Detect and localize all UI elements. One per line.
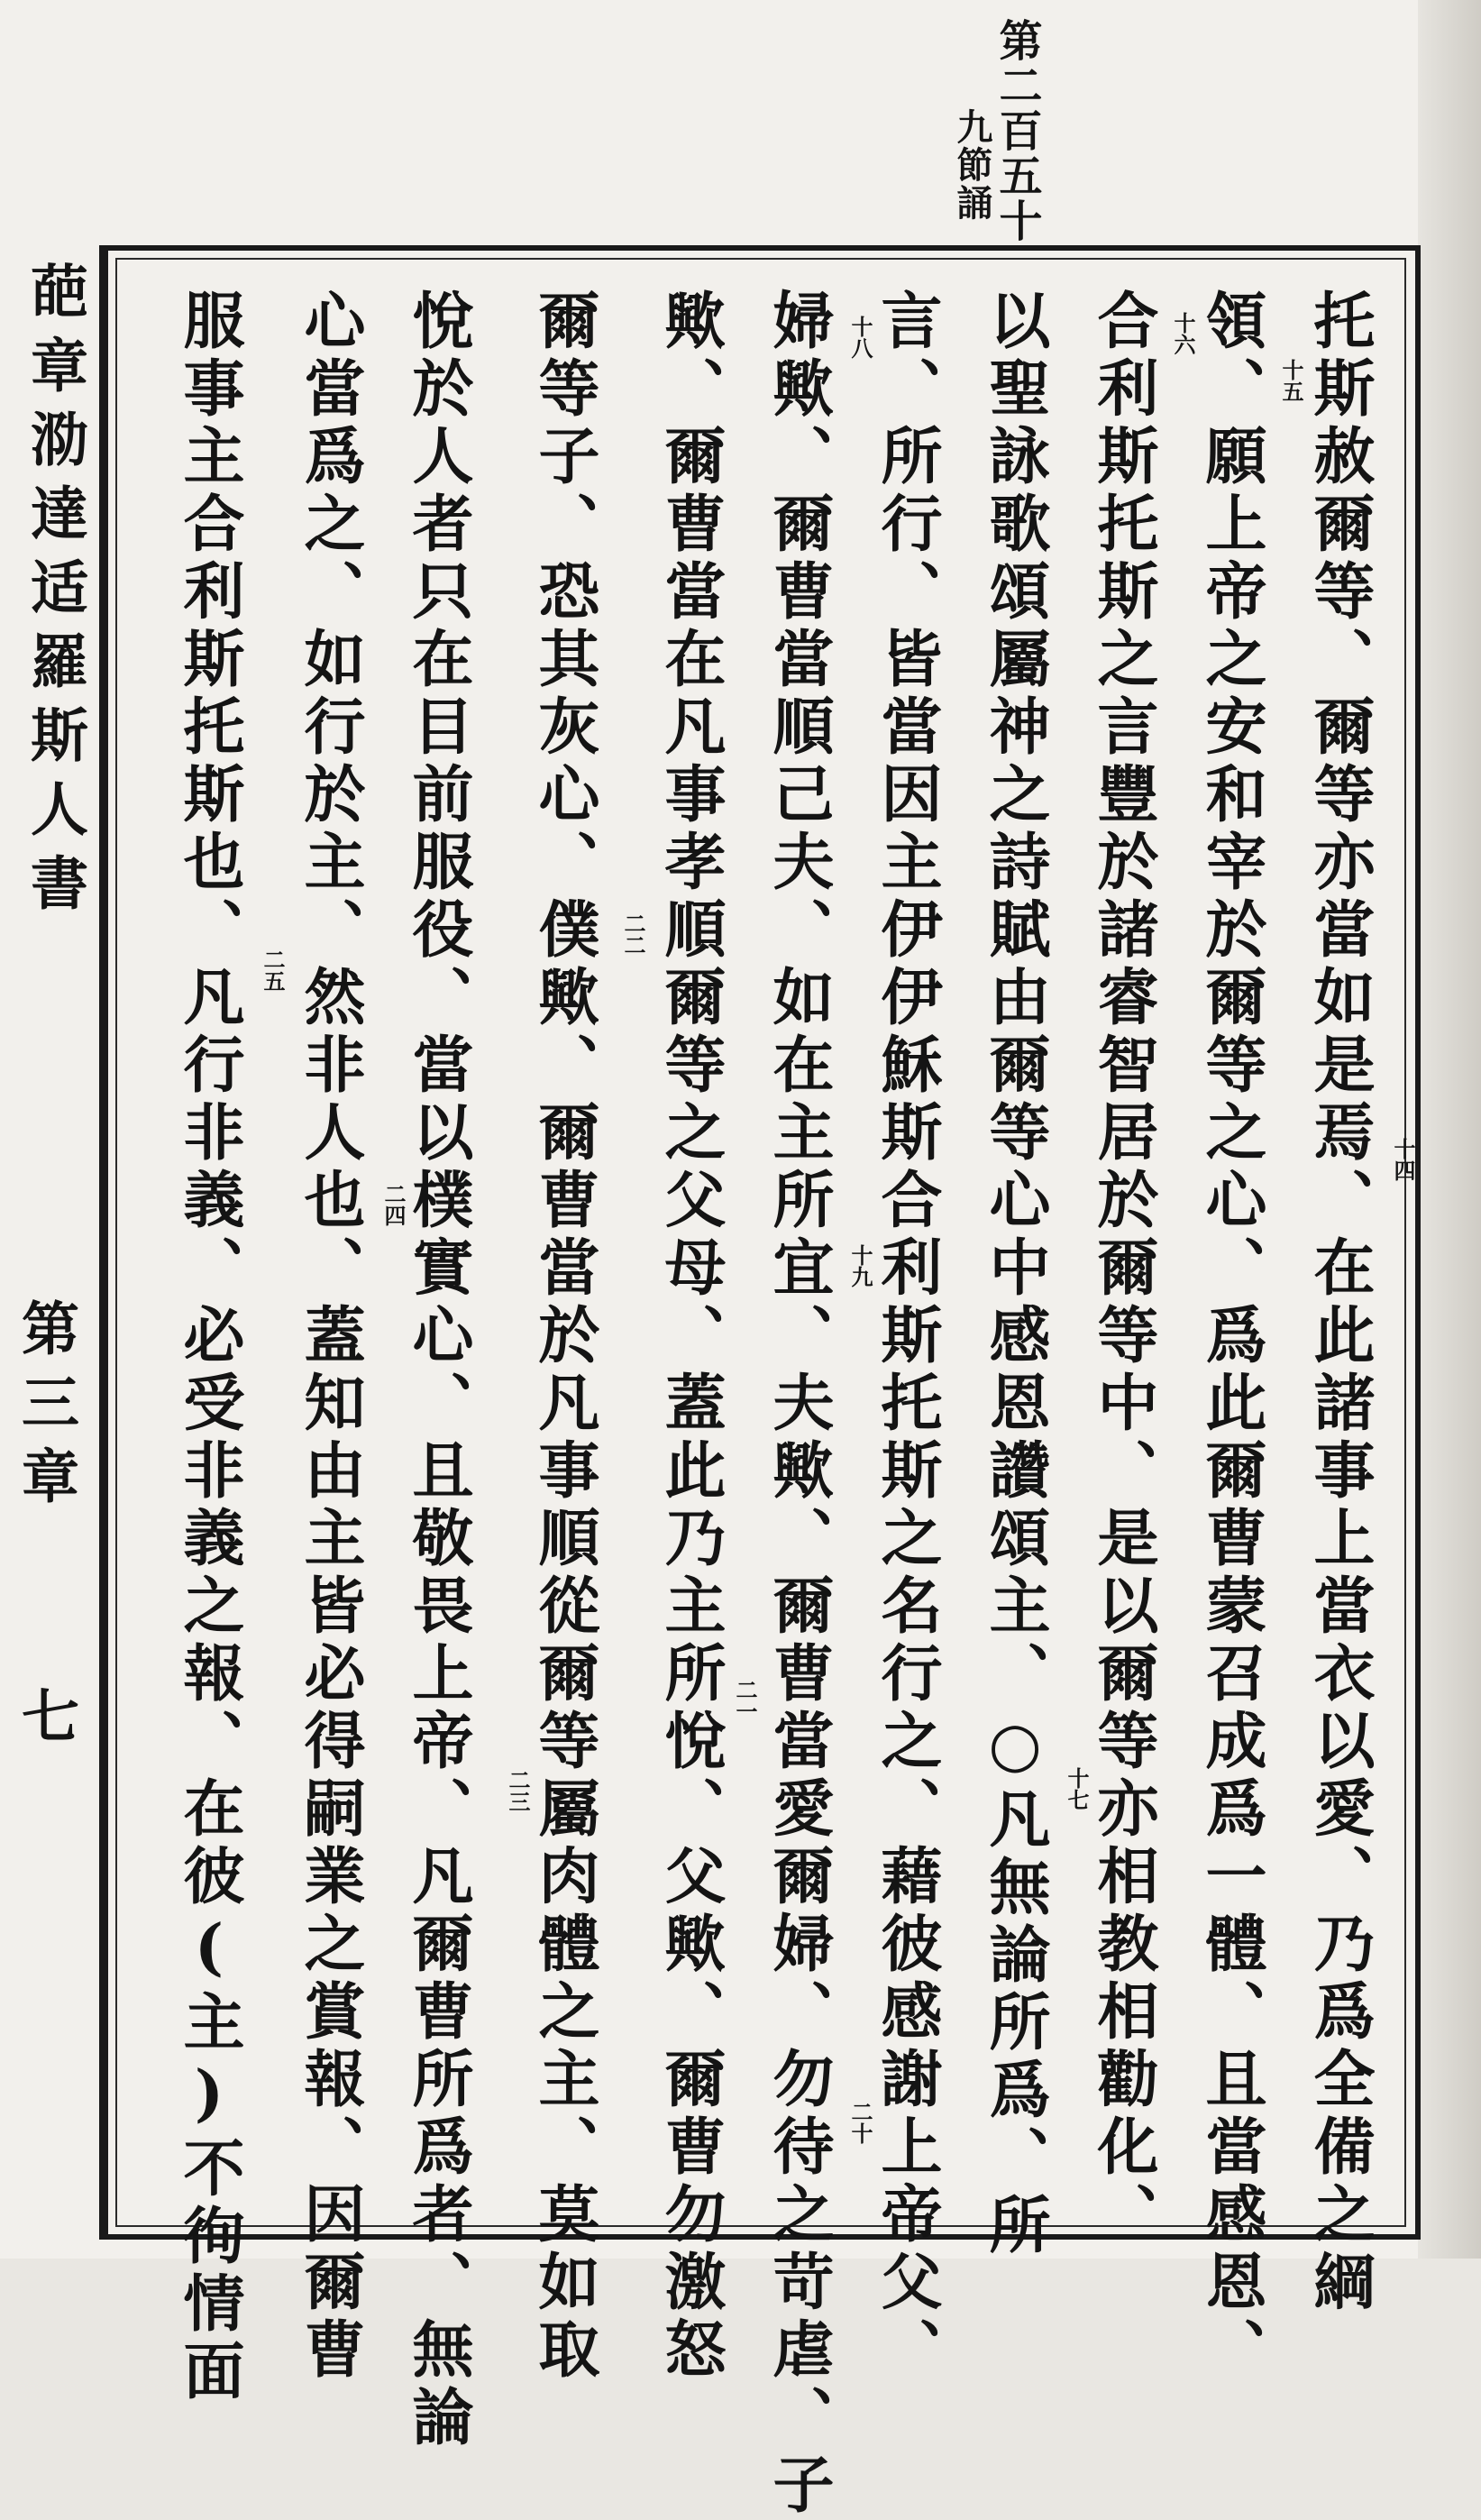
verse-number: 十六 bbox=[1170, 312, 1196, 355]
verse-number: 二五 bbox=[260, 948, 286, 992]
verse-number: 二二 bbox=[620, 912, 646, 956]
verse-number: 十七 bbox=[1064, 1767, 1090, 1810]
text-column-9: 悅於人者只在目前服役、當以樸實心、且敬畏上帝、凡爾曹所爲者、無論 bbox=[402, 289, 474, 2452]
chapter-label: 第三章 bbox=[12, 1298, 79, 1520]
hymn-header bbox=[951, 18, 1042, 243]
verse-number: 十四 bbox=[1390, 1138, 1416, 1181]
text-column-5: 言、所行、皆當因主伊伊穌斯合利斯托斯之名行之、藉彼感謝上帝父、 bbox=[871, 289, 943, 2385]
text-column-2: 領、願上帝之安和宰於爾等之心、爲此爾曹蒙召成爲一體、且當感恩、 bbox=[1195, 289, 1267, 2385]
verse-number: 十五 bbox=[1278, 359, 1304, 402]
page-number: 七 bbox=[12, 1686, 79, 1760]
text-column-7: 歟、爾曹當在凡事孝順爾等之父母、蓋此乃主所悅、父歟、爾曹勿激怒 bbox=[654, 289, 727, 2385]
text-column-3: 合利斯托斯之言豐於諸睿智居於爾等中、是以爾等亦相教相勸化、 bbox=[1087, 289, 1159, 2250]
text-column-8: 爾等子、恐其灰心、僕歟、爾曹當於凡事順從爾等屬肉體之主、莫如取 bbox=[528, 289, 600, 2385]
text-column-1: 托斯赦爾等、爾等亦當如是焉、在此諸事上當衣以愛、乃爲全備之綱 bbox=[1303, 289, 1376, 2317]
book-title: 葩章泐達适羅斯人書 bbox=[21, 261, 88, 927]
page-edge-shadow bbox=[1418, 0, 1481, 2259]
verse-number: 二一 bbox=[732, 1679, 758, 1722]
verse-number: 二四 bbox=[380, 1183, 407, 1226]
verse-number: 二十 bbox=[847, 2101, 873, 2144]
verse-number: 十八 bbox=[847, 316, 873, 359]
text-column-11: 服事主合利斯托斯也、凡行非義、必受非義之報、在彼(主)不徇情面 bbox=[173, 289, 245, 2406]
verse-number: 十九 bbox=[847, 1244, 873, 1287]
hymn-suffix: 九節誦 bbox=[951, 108, 993, 222]
hymn-number: 第二百五十 bbox=[992, 18, 1042, 243]
text-column-4: 以聖詠歌頌屬神之詩賦由爾等心中感恩讚頌主、○凡無論所爲、所 bbox=[979, 289, 1051, 2260]
text-column-10: 心當爲之、如行於主、然非人也、蓋知由主皆必得嗣業之賞報、因爾曹 bbox=[294, 289, 366, 2385]
verse-number: 二三 bbox=[505, 1769, 531, 1812]
text-column-6: 婦歟、爾曹當順己夫、如在主所宜、夫歟、爾曹當愛爾婦、勿待之苛虐、子 bbox=[763, 289, 835, 2520]
